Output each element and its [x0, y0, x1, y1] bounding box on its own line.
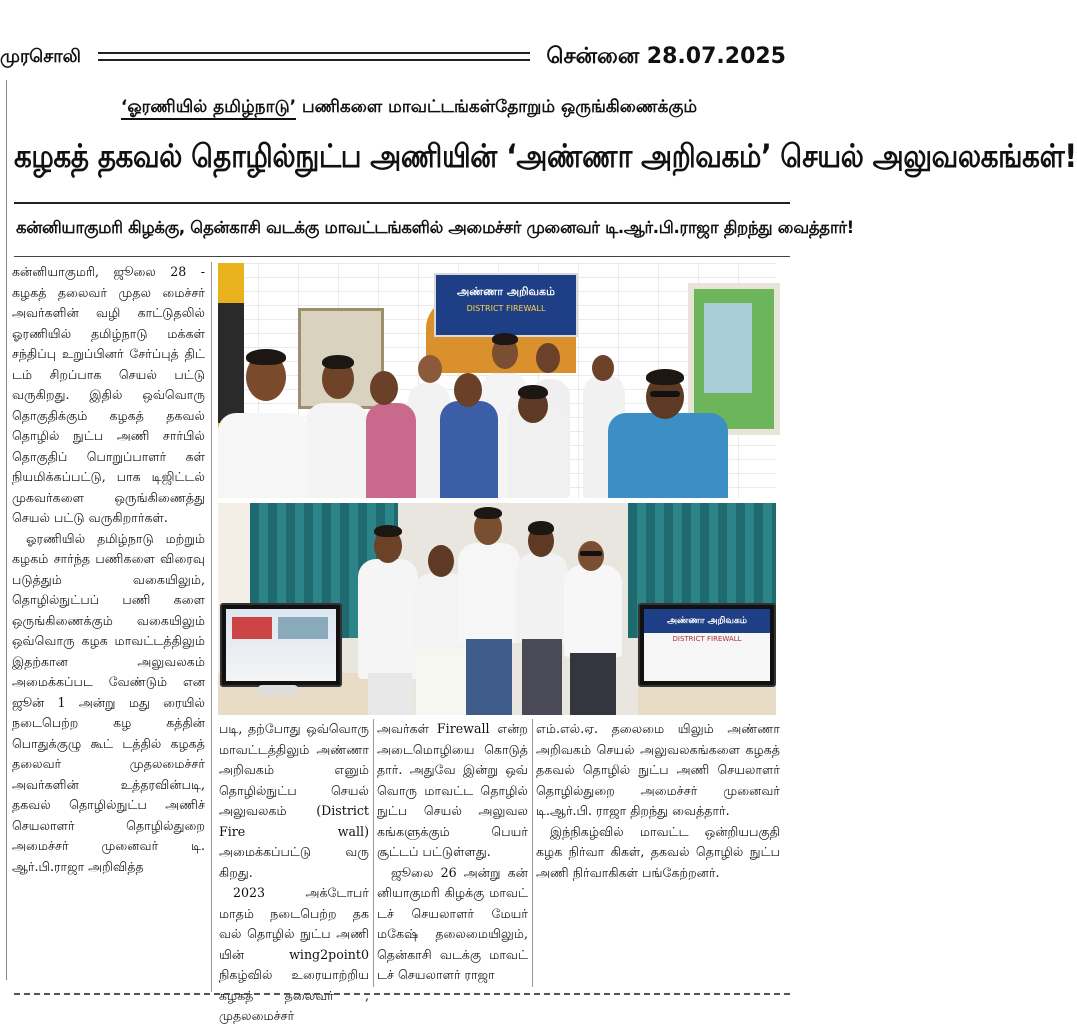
headline-rule	[14, 202, 790, 204]
col4-para-1: எம்.எல்.ஏ. தலைமை யிலும் அண்ணா அறிவகம் செயல் அலுவலகங்களை கழகத் தகவல் தொழில் நுட்ப அணி செயலாளர் தொழில்துறை அமைச்சர் முனைவர் டி.ஆர்.பி. ராஜா திறந்து வைத்தார்.	[536, 721, 780, 818]
col1-para-1: கன்னியாகுமரி, ஜூலை 28 - கழகத் தலைவர் முதல மைச்சர் அவர்களின் வழி காட்டுதலில் ஓரணியில் தமிழ்நாடு மக்கள் சந்திப்பு உறுப்பினர் சேர்ப்புத் திட் டம் சிறப்பாக செயல் பட்டு வருகிறது. இதில் ஒவ்வொரு தொகுதிக்கும் கழகத் தகவல் தொழில் நுட்ப அணி சார்பில் தொகுதிப் பொறுப்பாளர் கள் நியமிக்கப்பட்டு, பாக டிஜிட்டல் முகவர்களை ஒருங்கிணைத்து செயல் பட்டு வருகிறார்கள்.	[12, 264, 205, 525]
photo-office-interior	[218, 503, 776, 715]
headline: கழகத் தகவல் தொழில்நுட்ப அணியின் ‘அண்ணா அறிவகம்’ செயல் அலுவலகங்கள்!	[14, 137, 1077, 176]
banner-subtitle: DISTRICT FIREWALL	[466, 304, 546, 313]
banner	[434, 273, 578, 337]
kicker-rest: பணிகளை மாவட்டங்கள்தோறும் ஒருங்கிணைக்கும்	[296, 97, 698, 117]
subheadline: கன்னியாகுமரி கிழக்கு, தென்காசி வடக்கு மாவட்டங்களில் அமைச்சர் முனைவர் டி.ஆர்.பி.ராஜா திறந்து வைத்தார்!	[16, 218, 854, 237]
monitor-title: அண்ணா அறிவகம்	[644, 609, 770, 633]
page-edge-rule	[0, 80, 7, 980]
col4-para-2: இந்நிகழ்வில் மாவட்ட ஒன்றியபகுதி கழக நிர்வா கிகள், தகவல் தொழில் நுட்ப அணி நிர்வாகிகள் பங்கேற்றனர்.	[536, 823, 780, 880]
col2-para-1: படி, தற்போது ஒவ்வொரு மாவட்டத்திலும் அண்ணா அறிவகம் எனும் தொழில்நுட்ப செயல் அலுவலகம் (District Fire wall) அமைக்கப்பட்டு வரு கிறது.	[219, 721, 369, 880]
article-column-4	[536, 719, 780, 883]
article-column-3	[377, 719, 528, 986]
newspaper-name: முரசொலி	[0, 46, 81, 67]
monitor-subtitle: DISTRICT FIREWALL	[672, 635, 742, 643]
article-column-2	[219, 719, 369, 1027]
banner-title: அண்ணா அறிவகம்	[457, 285, 555, 298]
column-divider	[532, 719, 533, 987]
article-column-1	[12, 262, 205, 877]
city-date: சென்னை 28.07.2025	[546, 44, 786, 69]
col3-para-2: ஜூலை 26 அன்று கன் னியாகுமரி கிழக்கு மாவட் டச் செயலாளர் மேயர் மகேஷ் தலைமையிலும், தென்காசி வடக்கு மாவட் டச் செயலாளர் ராஜா	[377, 864, 528, 982]
photo-group-office-exterior	[218, 263, 776, 498]
kicker-quoted: ‘ஓரணியில் தமிழ்நாடு’	[121, 97, 296, 120]
bottom-rule	[14, 993, 790, 995]
subhead-rule	[14, 256, 790, 257]
monitor-left	[220, 603, 342, 687]
column-divider	[373, 719, 374, 987]
col1-para-2: ஓரணியில் தமிழ்நாடு மற்றும் கழகம் சார்ந்த பணிகளை விரைவு படுத்தும் வகையிலும், தொழில்நுட்பப் பணி களை ஒருங்கிணைக்கும் வகையிலும் ஒவ்வொரு கழக மாவட்டத்திலும் இதற்கான அலுவலகம் அமைக்கப்பட வேண்டும் என ஜூன் 1 அன்று மது ரையில் நடைபெற்ற கழ கத்தின் பொதுக்குழு கூட் டத்தில் கழகத் தலைவர் முதலமைச்சர் அவர்களின் உத்தரவின்படி, தகவல் தொழில்நுட்ப அணிச் செயலாளர் தொழில்துறை அமைச்சர் முனைவர் டி. ஆர்.பி.ராஜா அறிவித்த	[12, 530, 205, 874]
col2-para-2: 2023 அக்டோபர் மாதம் நடைபெற்ற தக வல் தொழில் நுட்ப அணி யின் wing2point0 நிகழ்வில் உரையாற்றிய கழகத் தலைவர் , முதலமைச்சர்	[219, 885, 369, 1023]
column-divider	[211, 262, 212, 992]
monitor-right	[638, 603, 776, 687]
masthead-rule	[98, 52, 530, 61]
kicker	[28, 97, 790, 119]
col3-para-1: அவர்கள் Firewall என்ற அடைமொழியை கொடுத் தார். அதுவே இன்று ஒவ் வொரு மாவட்ட தொழில் நுட்ப செயல் அலுவல கங்களுக்கும் பெயர் சூட்டப் பட்டுள்ளது.	[377, 721, 528, 859]
